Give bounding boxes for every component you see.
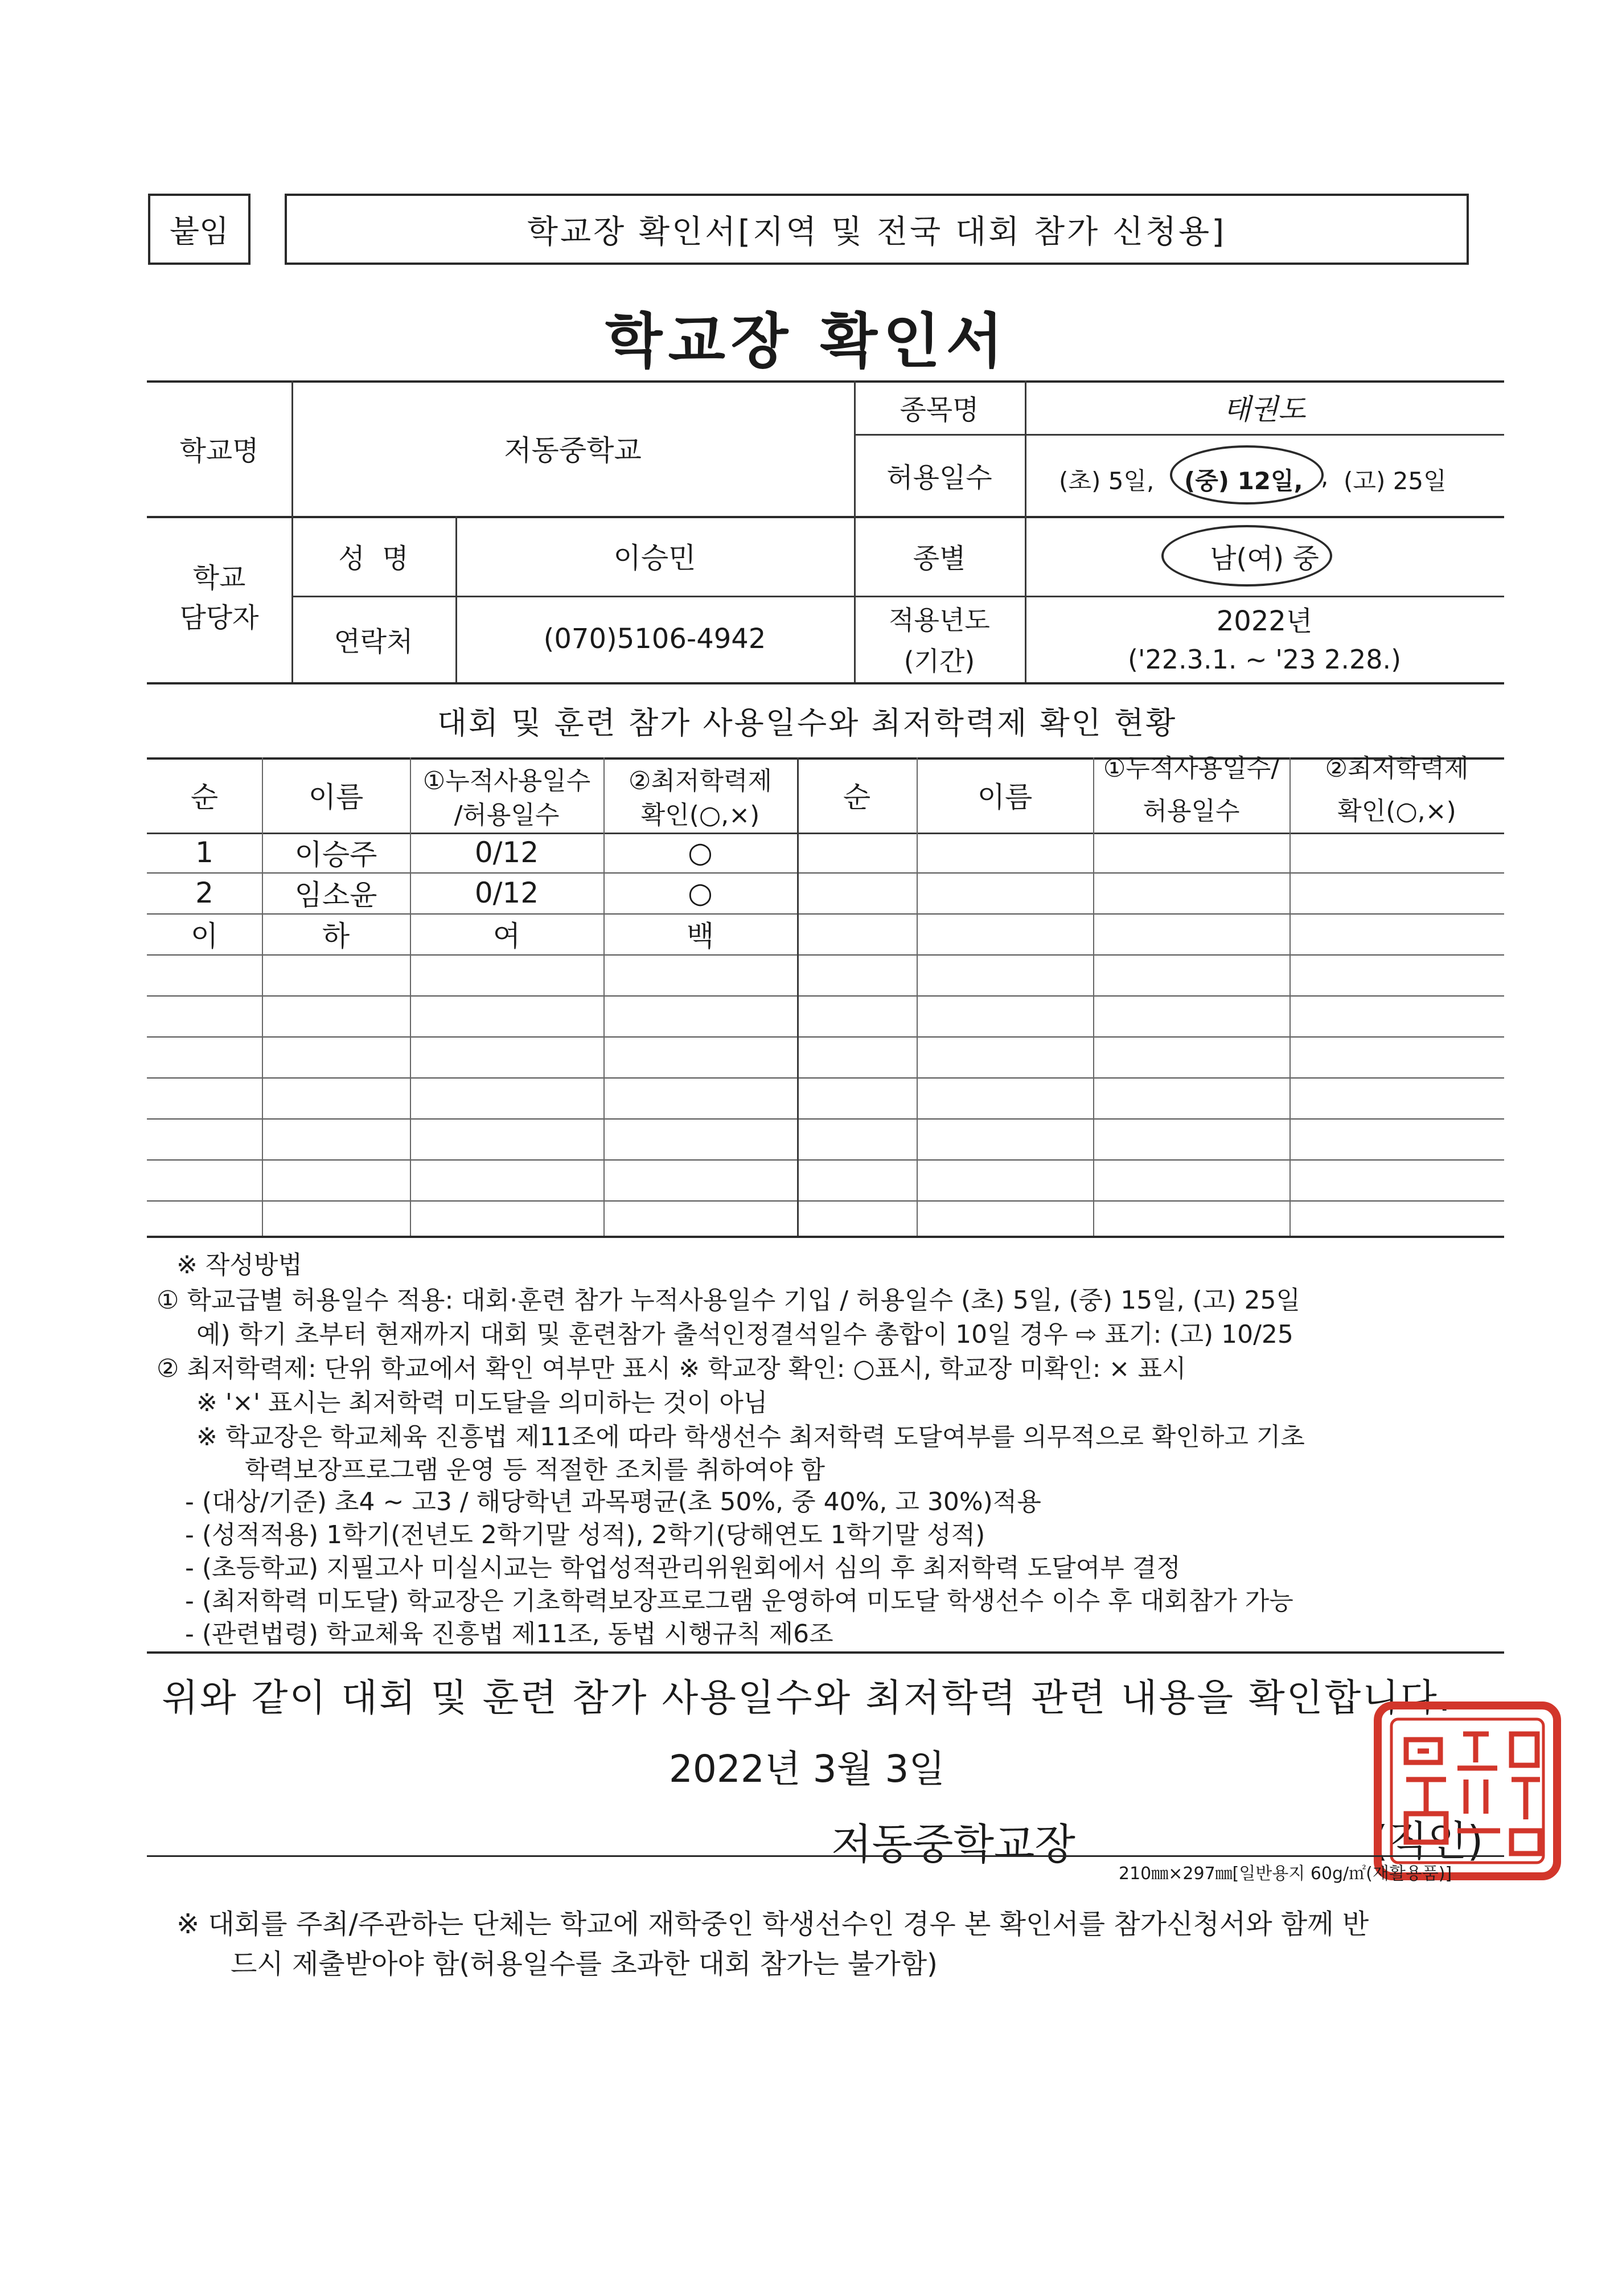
table-col-rule bbox=[410, 757, 411, 1236]
table-cell-name: 하 bbox=[322, 920, 350, 953]
footer-note-line-1: ※ 대회를 주최/주관하는 단체는 학교에 재학중인 학생선수인 경우 본 확인서를 참가신청서와 함께 반 bbox=[176, 1908, 1369, 1940]
school-name-value: 저동중학교 bbox=[504, 434, 642, 467]
instruction-line: - (대상/기준) 초4 ~ 고3 / 해당학년 과목평균(초 50%, 중 40%, 고 30%)적용 bbox=[185, 1487, 1041, 1516]
instruction-line: - (관련법령) 학교체육 진흥법 제11조, 동법 시행규칙 제6조 bbox=[185, 1620, 833, 1649]
table-col-rule bbox=[1289, 757, 1291, 1236]
staff-label-2: 담당자 bbox=[179, 601, 259, 634]
category-circle-mark bbox=[1161, 525, 1332, 587]
signature-bottom-rule bbox=[147, 1855, 1504, 1857]
staff-name-value: 이승민 bbox=[613, 542, 696, 575]
year-value-2: ('22.3.1. ~ '23 2.28.) bbox=[1127, 644, 1402, 675]
seal-label: (직인) bbox=[1372, 1817, 1484, 1865]
paper-spec: 210㎜×297㎜[일반용지 60g/㎡(재활용품)] bbox=[1119, 1864, 1452, 1884]
allowed-days-sep: , bbox=[1321, 462, 1329, 490]
table-cell-seq: 2 bbox=[195, 876, 213, 909]
year-label-1: 적용년도 bbox=[889, 605, 990, 636]
instructions-title: ※ 작성방법 bbox=[176, 1250, 302, 1280]
col-seq-header: 순 bbox=[190, 781, 219, 814]
allowed-days-elem: (초) 5일, bbox=[1059, 467, 1155, 495]
section-title: 대회 및 훈련 참가 사용일수와 최저학력제 확인 현황 bbox=[437, 704, 1177, 741]
col-name-header-right: 이름 bbox=[977, 781, 1033, 814]
instruction-line: ① 학교급별 허용일수 적용: 대회·훈련 참가 누적사용일수 기입 / 허용일수 (초) 5일, (중) 15일, (고) 25일 bbox=[157, 1286, 1300, 1315]
table-bottom-rule bbox=[147, 1236, 1504, 1238]
allowed-days-label: 허용일수 bbox=[886, 461, 992, 494]
table-col-rule bbox=[603, 757, 605, 1236]
col-check-header-right-1: ②최저학력제 bbox=[1325, 754, 1469, 783]
table-col-rule bbox=[1093, 757, 1094, 1236]
instruction-line: 예) 학기 초부터 현재까지 대회 및 훈련참가 출석인정결석일수 총합이 10일 경우 ⇨ 표기: (고) 10/25 bbox=[196, 1320, 1293, 1349]
middle-school-circle-mark bbox=[1170, 445, 1324, 505]
page-title: 학교장 확인서 bbox=[605, 306, 1009, 376]
col-days-header-2: /허용일수 bbox=[454, 801, 560, 830]
table-row-rule bbox=[147, 954, 1504, 956]
instruction-line: - (초등학교) 지필고사 미실시교는 학업성적관리위원회에서 심의 후 최저학력 도달여부 결정 bbox=[185, 1553, 1181, 1582]
table-cell-days: 0/12 bbox=[474, 836, 539, 869]
col-days-header-right-2: 허용일수 bbox=[1143, 797, 1240, 826]
table-row-rule bbox=[147, 1159, 1504, 1161]
table-cell-name: 이승주 bbox=[294, 838, 377, 871]
allowed-days-middle: (중) 12일, bbox=[1184, 467, 1303, 495]
confirmation-text: 위와 같이 대회 및 훈련 참가 사용일수와 최저학력 관련 내용을 확인합니다. bbox=[162, 1675, 1452, 1720]
col-days-header-right-1: ①누적사용일수/ bbox=[1103, 754, 1280, 783]
category-value: 남(여) 중 bbox=[1210, 542, 1319, 575]
col-seq-header-right: 순 bbox=[843, 781, 871, 814]
signature-date: 2022년 3월 3일 bbox=[668, 1746, 946, 1791]
year-value-1: 2022년 bbox=[1216, 605, 1313, 637]
staff-name-label: 성 명 bbox=[338, 542, 409, 575]
staff-label-1: 학교 bbox=[192, 561, 246, 594]
instructions-bottom-rule bbox=[147, 1651, 1504, 1654]
instruction-line: 학력보장프로그램 운영 등 적절한 조치를 취하여야 함 bbox=[245, 1456, 826, 1485]
footer-note-line-2: 드시 제출받아야 함(허용일수를 초과한 대회 참가는 불가함) bbox=[231, 1948, 938, 1980]
table-cell-check: 백 bbox=[686, 920, 714, 953]
event-value: 태권도 bbox=[1223, 393, 1306, 426]
table-cell-days: 여 bbox=[492, 920, 521, 953]
instruction-line: - (성적적용) 1학기(전년도 2학기말 성적), 2학기(당해연도 1학기말 성적) bbox=[185, 1520, 985, 1549]
table-cell-days: 0/12 bbox=[474, 876, 539, 909]
attachment-label: 붙임 bbox=[169, 214, 229, 249]
col-name-header: 이름 bbox=[308, 781, 364, 814]
instruction-line: - (최저학력 미도달) 학교장은 기초학력보장프로그램 운영하여 미도달 학생선수 이수 후 대회참가 가능 bbox=[185, 1586, 1293, 1616]
instruction-line: ※ 학교장은 학교체육 진흥법 제11조에 따라 학생선수 최저학력 도달여부를 의무적으로 확인하고 기초 bbox=[196, 1422, 1305, 1452]
table-row-rule bbox=[147, 1036, 1504, 1038]
table-row-rule bbox=[147, 995, 1504, 997]
table-cell-seq: 이 bbox=[190, 920, 219, 953]
table-cell-check: ○ bbox=[688, 876, 713, 909]
table-row-rule bbox=[147, 1077, 1504, 1079]
table-row-rule bbox=[147, 1200, 1504, 1202]
event-label: 종목명 bbox=[900, 393, 979, 426]
table-row-rule bbox=[147, 1118, 1504, 1120]
col-check-header-right-2: 확인(○,×) bbox=[1337, 797, 1456, 826]
year-label-2: (기간) bbox=[903, 646, 975, 676]
col-check-header-2: 확인(○,×) bbox=[640, 801, 760, 830]
table-cell-seq: 1 bbox=[195, 836, 213, 869]
col-check-header-1: ②최저학력제 bbox=[629, 766, 772, 796]
instruction-line: ※ '×' 표시는 최저학력 미도달을 의미하는 것이 아님 bbox=[196, 1388, 768, 1417]
official-seal-stamp bbox=[1372, 1700, 1563, 1882]
instruction-line: ② 최저학력제: 단위 학교에서 확인 여부만 표시 ※ 학교장 확인: ○표시, 학교장 미확인: × 표시 bbox=[157, 1354, 1186, 1383]
staff-contact-value: (070)5106-4942 bbox=[543, 623, 766, 655]
header-box-title: 학교장 확인서[지역 및 전국 대회 참가 신청용] bbox=[527, 213, 1227, 251]
info-bottom-rule bbox=[147, 682, 1504, 684]
allowed-days-high: (고) 25일 bbox=[1344, 467, 1447, 495]
staff-contact-label: 연락처 bbox=[334, 625, 413, 658]
col-days-header-1: ①누적사용일수 bbox=[422, 766, 591, 796]
category-label: 종별 bbox=[913, 542, 966, 575]
signer-name: 저동중학교장 bbox=[831, 1820, 1075, 1869]
table-cell-name: 임소윤 bbox=[294, 879, 377, 912]
school-name-label: 학교명 bbox=[179, 434, 259, 467]
table-cell-check: ○ bbox=[688, 836, 713, 869]
